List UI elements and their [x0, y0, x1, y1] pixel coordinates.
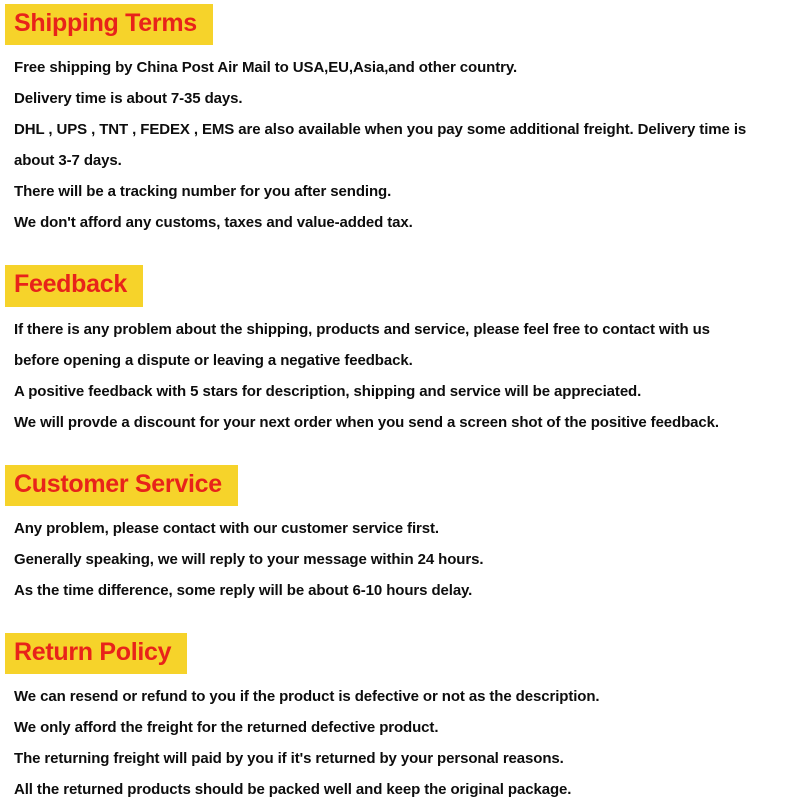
- section-title-return-policy: Return Policy: [5, 633, 187, 674]
- text-line: DHL , UPS , TNT , FEDEX , EMS are also available when you pay some additional freight. Delivery time is: [14, 121, 747, 139]
- text-line: about 3-7 days.: [14, 152, 122, 170]
- section-body-return-policy: [14, 681, 800, 800]
- text-line: We don't afford any customs, taxes and value-added tax.: [14, 214, 413, 232]
- section-customer-service: [0, 465, 800, 606]
- text-line: We only afford the freight for the returned defective product.: [14, 719, 439, 736]
- section-body-feedback: [14, 314, 800, 438]
- text-line: Any problem, please contact with our customer service first.: [14, 519, 439, 537]
- text-line: All the returned products should be packed well and keep the original package.: [14, 781, 572, 798]
- text-line: The returning freight will paid by you if it's returned by your personal reasons.: [14, 750, 564, 767]
- text-line: If there is any problem about the shipping, products and service, please feel free to contact with us: [14, 320, 710, 338]
- section-return-policy: [0, 633, 800, 800]
- text-line: Generally speaking, we will reply to your message within 24 hours.: [14, 550, 484, 568]
- text-line: We will provde a discount for your next order when you send a screen shot of the positive feedback.: [14, 413, 719, 431]
- text-line: before opening a dispute or leaving a negative feedback.: [14, 351, 413, 369]
- section-title-feedback: Feedback: [5, 265, 143, 306]
- text-line: Delivery time is about 7-35 days.: [14, 90, 243, 108]
- text-line: We can resend or refund to you if the product is defective or not as the description.: [14, 688, 600, 705]
- text-line: There will be a tracking number for you after sending.: [14, 183, 392, 201]
- section-body-shipping-terms: [14, 52, 800, 238]
- text-line: As the time difference, some reply will be about 6-10 hours delay.: [14, 581, 473, 599]
- section-title-customer-service: Customer Service: [5, 465, 238, 506]
- section-shipping-terms: [0, 4, 800, 238]
- text-line: Free shipping by China Post Air Mail to USA,EU,Asia,and other country.: [14, 59, 518, 77]
- section-body-customer-service: [14, 513, 800, 606]
- text-line: A positive feedback with 5 stars for description, shipping and service will be appreciated.: [14, 382, 642, 400]
- section-feedback: [0, 265, 800, 437]
- section-title-shipping-terms: Shipping Terms: [5, 4, 213, 45]
